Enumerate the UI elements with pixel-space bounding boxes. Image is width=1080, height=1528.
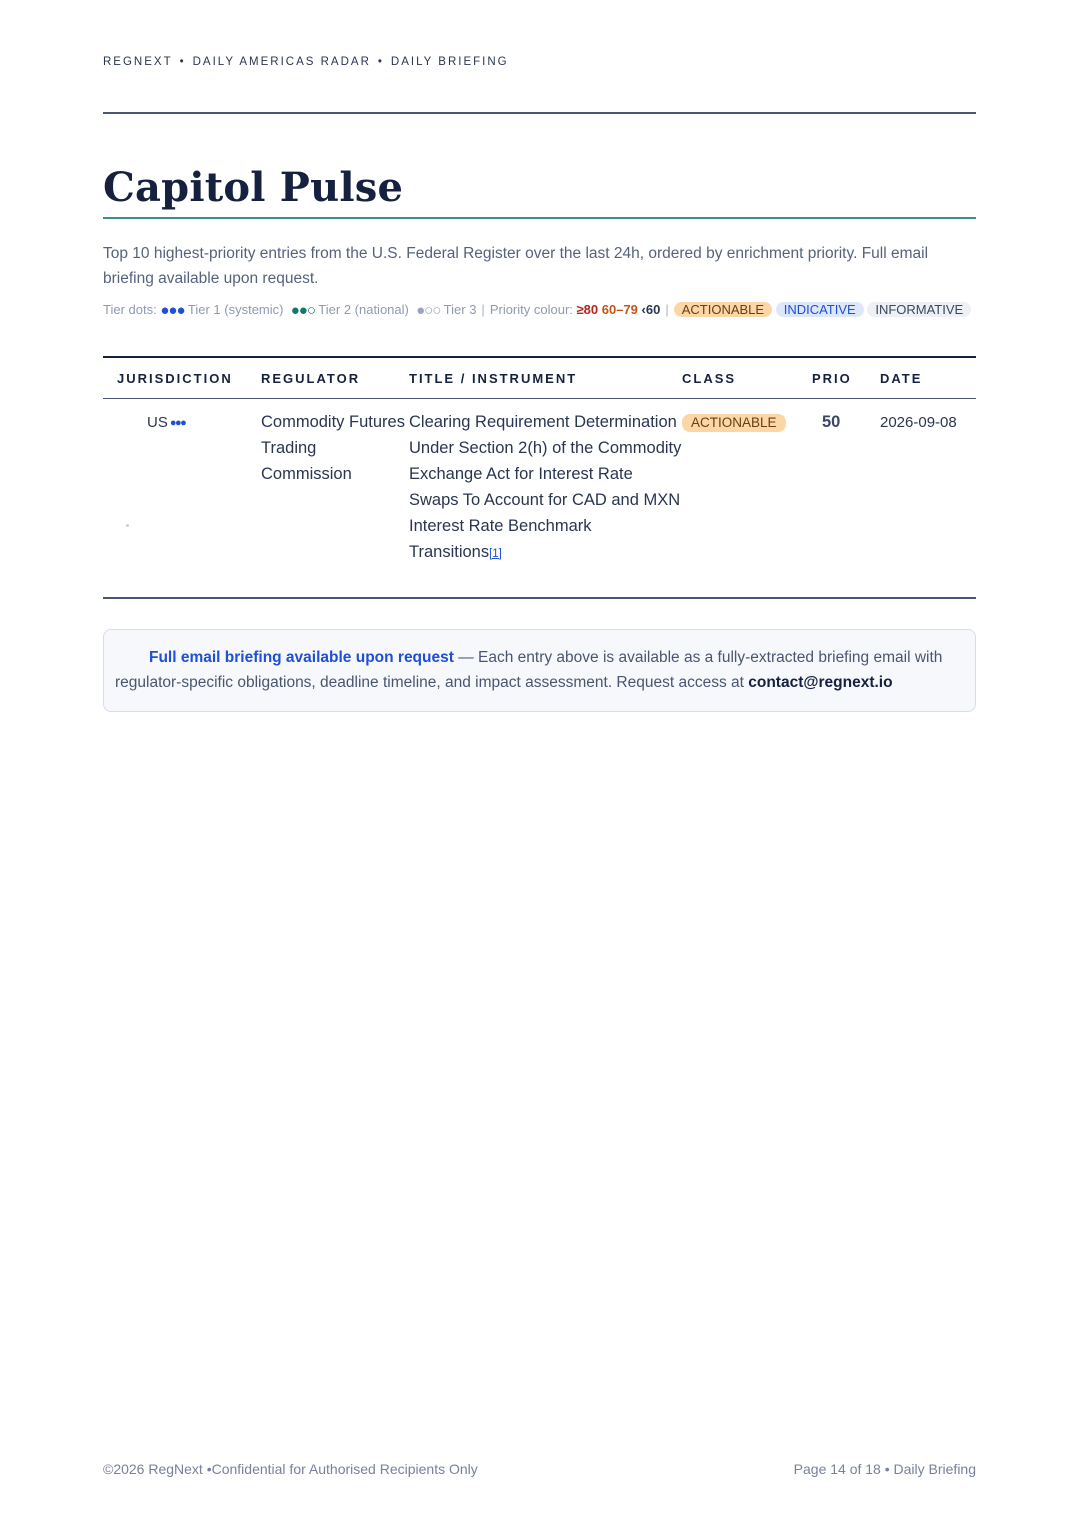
row-marker [126,524,129,527]
legend-tier3-label: Tier 3 [443,302,477,317]
legend-divider: | [481,302,485,317]
legend-badge-informative: INFORMATIVE [867,302,971,317]
column-header-date: DATE [880,357,976,399]
brand-name: REGNEXT [103,56,173,68]
page-title: Capitol Pulse [103,164,404,211]
column-header-prio: PRIO [812,357,880,399]
header-separator: • [377,56,384,68]
intro-paragraph: Top 10 highest-priority entries from the U.S. Federal Register over the last 24h, ordered by enrichment priority. Full email briefing available upon request. [103,245,929,287]
section-name: DAILY BRIEFING [390,56,509,68]
header-separator: • [179,56,186,68]
footer-copyright: ©2026 RegNext •Confidential for Authorised Recipients Only [103,1461,478,1477]
column-header-jurisdiction: JURISDICTION [103,357,261,399]
table-header-row [103,357,976,399]
priority-mid-key: 60–79 [601,302,638,317]
table-row [103,399,976,599]
product-name: DAILY AMERICAS RADAR [192,56,371,68]
legend-tier-label: Tier dots: [103,302,157,317]
class-badge: ACTIONABLE [682,414,786,432]
cell-title [409,399,682,599]
callout-body: — Each entry above is available as a fully-extracted briefing email with regulator-specific obligations, deadline timeline, and impact assessment. Request access at [115,649,943,691]
footer-page-number: Page 14 of 18 • Daily Briefing [793,1461,976,1477]
entry-date: 2026-09-08 [880,414,957,431]
callout-lead: Full email briefing available upon request [149,649,454,666]
request-callout [103,629,976,712]
priority-high-key: ≥80 [576,302,599,317]
cell-class [682,399,812,599]
cell-date [880,399,976,599]
tier1-dots-icon: ●●● [160,302,185,319]
tier3-dots-icon: ●○○ [416,302,441,319]
legend-badge-indicative: INDICATIVE [776,302,864,317]
cell-prio [812,399,880,599]
legend-priority-label: Priority colour: [489,302,573,317]
priority-value: 50 [822,413,841,431]
title-rule [103,217,976,219]
header-rule [103,112,976,114]
entries-table [103,356,976,599]
tier1-dots-icon: ●●● [169,417,186,429]
legend-tier2-label: Tier 2 (national) [318,302,409,317]
cell-jurisdiction [103,399,261,599]
tier2-dots-icon: ●●○ [290,302,315,319]
column-header-class: CLASS [682,357,812,399]
column-header-regulator: REGULATOR [261,357,409,399]
priority-low-key: ‹60 [641,302,661,317]
legend-tier1-label: Tier 1 (systemic) [187,302,284,317]
running-header [103,56,509,68]
jurisdiction-code: US [147,414,168,431]
footnote-link[interactable]: [1] [489,548,502,560]
contact-email-link[interactable]: contact@regnext.io [748,674,893,691]
cell-regulator: Commodity Futures Trading Commission [261,399,409,599]
column-header-title: TITLE / INSTRUMENT [409,357,682,399]
instrument-title: Clearing Requirement Determination Under Section 2(h) of the Commodity Exchange Act for Interest Rate Swaps To Account for CAD and MXN Interest Rate Benchmark Transitions [409,413,682,561]
legend [103,299,976,322]
legend-divider: | [665,302,669,317]
legend-badge-actionable: ACTIONABLE [674,302,772,317]
